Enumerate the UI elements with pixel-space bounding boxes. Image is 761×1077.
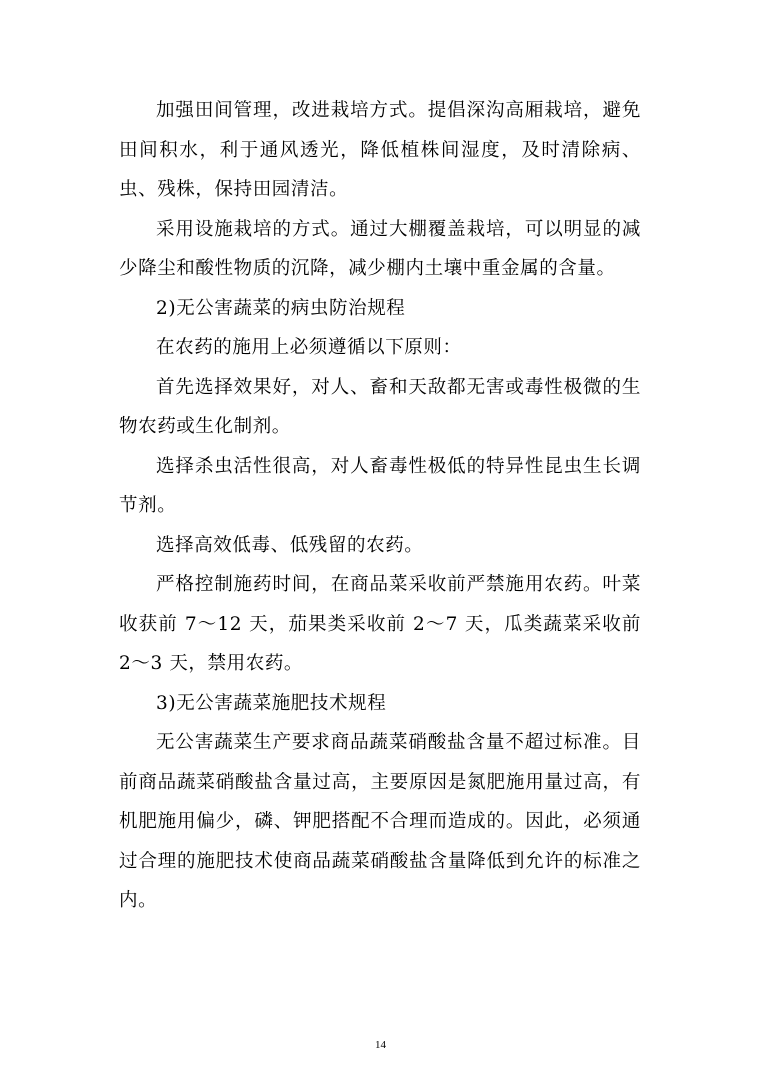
- paragraph-field-management: 加强田间管理，改进栽培方式。提倡深沟高厢栽培，避免田间积水，利于通风透光，降低植株间湿度，及时清除病、虫、残株，保持田园清洁。: [119, 100, 641, 200]
- section-heading-pest-control: 2)无公害蔬菜的病虫防治规程: [156, 297, 406, 319]
- paragraph-nitrate-standard: 无公害蔬菜生产要求商品蔬菜硝酸盐含量不超过标准。目前商品蔬菜硝酸盐含量过高，主要原因是氮肥施用量过高，有机肥施用偏少，磷、钾肥搭配不合理而造成的。因此，必须通过合理的施肥技术使商品蔬菜硝酸盐含量降低到允许的标准之内。: [119, 732, 641, 911]
- paragraph-pesticide-principles: 在农药的施用上必须遵循以下原则：: [156, 337, 462, 358]
- page-content: [119, 91, 641, 921]
- paragraph-application-timing: 严格控制施药时间，在商品菜采收前严禁施用农药。叶菜收获前 7～12 天，茄果类采收前 2～7 天，瓜类蔬菜采收前 2～3 天，禁用农药。: [119, 574, 641, 674]
- paragraph-growth-regulators: 选择杀虫活性很高，对人畜毒性极低的特异性昆虫生长调节剂。: [119, 455, 641, 516]
- paragraph-biological-pesticides: 首先选择效果好，对人、畜和天敌都无害或毒性极微的生物农药或生化制剂。: [119, 376, 641, 437]
- section-heading-fertilization: 3)无公害蔬菜施肥技术规程: [156, 692, 387, 714]
- paragraph-low-toxicity: 选择高效低毒、低残留的农药。: [156, 534, 424, 556]
- page-number: 14: [375, 1039, 386, 1051]
- paragraph-facility-cultivation: 采用设施栽培的方式。通过大棚覆盖栽培，可以明显的减少降尘和酸性物质的沉降，减少棚内土壤中重金属的含量。: [119, 218, 641, 279]
